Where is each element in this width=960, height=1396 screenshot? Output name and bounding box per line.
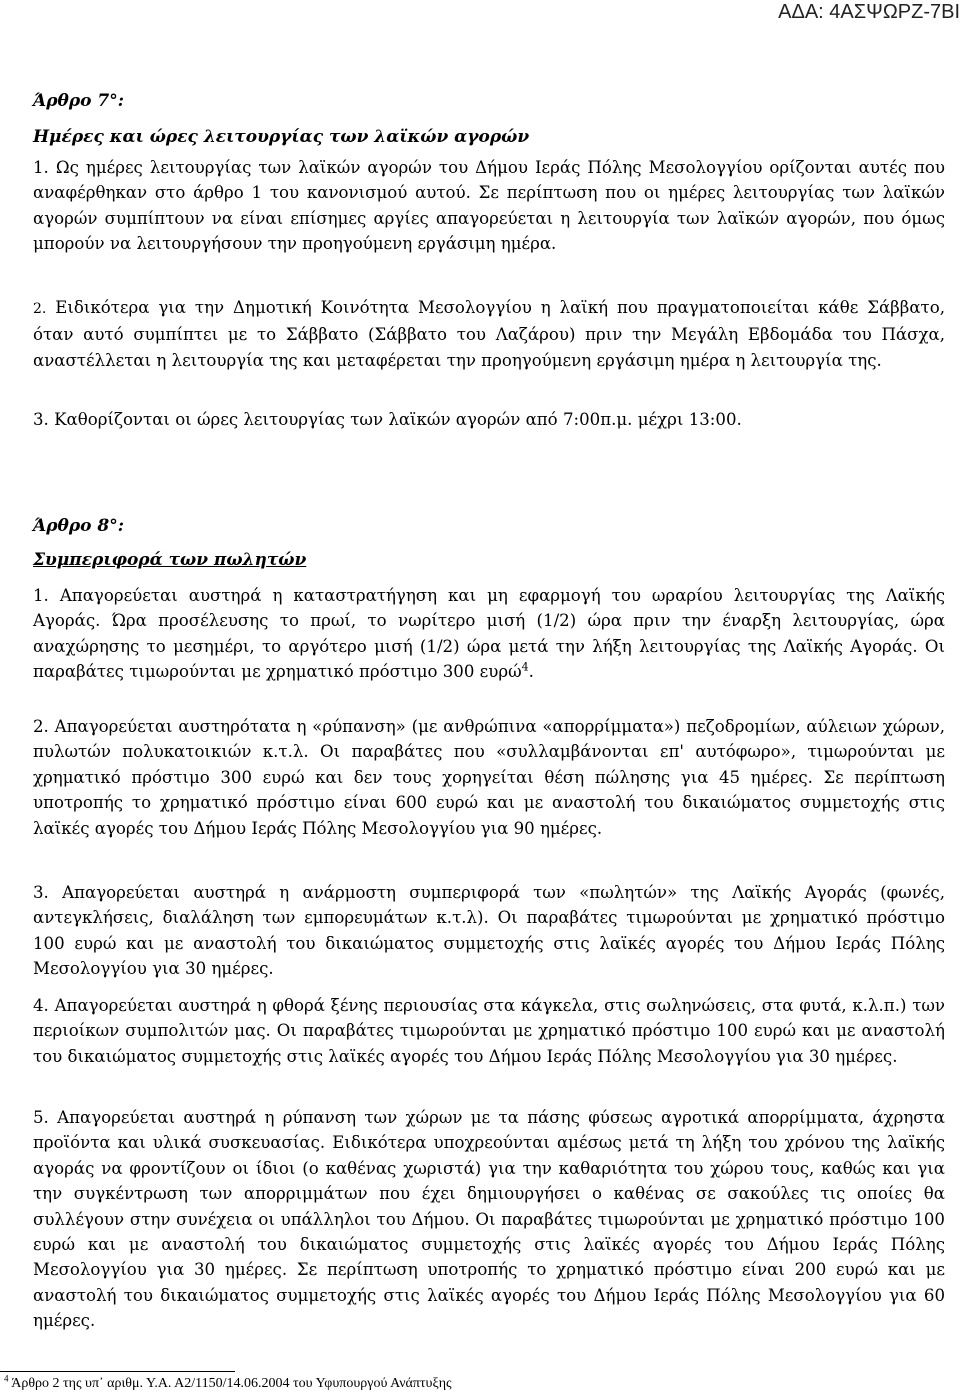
article-8-heading: Άρθρο 8°: [33,516,125,536]
article-7-subtitle-block [33,125,945,149]
article-8-p3-text: 3. Απαγορεύεται αυστηρά η ανάρμοστη συμπεριφορά των «πωλητών» της Λαϊκής Αγοράς (φωνές, αντεγκλήσεις, διαλάληση των εμπορευμάτων κ.τ.λ). Οι παραβάτες τιμωρούνται με χρηματικό πρόστιμο 100 ευρώ και με αναστολή του δικαιώματος συμμετοχής στις λαϊκές αγορές του Δήμου Ιεράς Πόλης Μεσολογγίου για 30 ημέρες. [33,883,945,979]
article-8-subtitle-block [33,548,945,572]
article-8-paragraph-3 [33,880,945,982]
article-7-paragraph-1 [33,155,945,257]
article-8-p2-text: 2. Απαγορεύεται αυστηρότατα η «ρύπανση» (με ανθρώπινα «απορρίμματα») πεζοδρομίων, αύλειων χώρων, πυλωτών πολυκατοικιών κ.τ.λ. Οι παραβάτες που «συλλαμβάνονται επ' αυτόφωρο», τιμωρούνται με χρηματικό πρόστιμο 300 ευρώ και δεν τους χορηγείται θέση πώλησης για 45 ημέρες. Σε περίπτωση υποτροπής το χρηματικό πρόστιμο είναι 600 ευρώ και με αναστολή του δικαιώματος συμμετοχής στις λαϊκές αγορές του Δήμου Ιεράς Πόλης Μεσολογγίου για 90 ημέρες. [33,717,945,838]
article-8-paragraph-5 [33,1105,945,1334]
article-8-paragraph-2 [33,714,945,841]
article-7-subtitle: Ημέρες και ώρες λειτουργίας των λαϊκών αγορών [33,127,530,147]
article-7-p2-text: Ειδικότερα για την Δημοτική Κοινότητα Μεσολογγίου η λαϊκή που πραγματοποιείται κάθε Σάββατο, όταν αυτό συμπίπτει με το Σάββατο (Σάββατο του Λαζάρου) πριν την Μεγάλη Εβδομάδα του Πάσχα, αναστέλλεται η λειτουργία της και μεταφέρεται την προηγούμενη εργάσιμη ημέρα η λειτουργία της. [33,298,945,370]
footnote [4,1374,452,1394]
ada-code: ΑΔΑ: 4ΑΣΨΩΡΖ-7ΒΙ [778,1,960,23]
article-7-heading: Άρθρο 7°: [33,91,125,111]
article-7-paragraph-3 [33,407,945,432]
article-7-p1-text: 1. Ως ημέρες λειτουργίας των λαϊκών αγορών του Δήμου Ιεράς Πόλης Μεσολογγίου ορίζονται αυτές που αναφέρθηκαν στο άρθρο 1 του κανονισμού αυτού. Σε περίπτωση που οι ημέρες λειτουργίας των λαϊκών αγορών συμπίπτουν να είναι επίσημες αργίες απαγορεύεται η λειτουργία των λαϊκών αγορών, που όμως μπορούν να λειτουργήσουν την προηγούμενη εργάσιμη ημέρα. [33,158,945,254]
article-7-p2-number: 2. [33,301,47,317]
article-8-paragraph-1 [33,583,945,685]
article-7-paragraph-2 [33,295,945,373]
footnote-text: Άρθρο 2 της υπ᾽ αριθμ. Υ.Α. Α2/1150/14.06.2004 του Υφυπουργού Ανάπτυξης [8,1376,452,1391]
article-8-p1-end: . [528,662,534,682]
footnote-number: 4 [4,1373,9,1384]
article-8-p4-text: 4. Απαγορεύεται αυστηρά η φθορά ξένης περιουσίας στα κάγκελα, στις σωληνώσεις, στα φυτά, κ.λ.π.) των περιοίκων συμπολιτών μας. Οι παραβάτες τιμωρούνται με χρηματικό πρόστιμο 100 ευρώ και με αναστολή του δικαιώματος συμμετοχής στις λαϊκές αγορές του Δήμου Ιεράς Πόλης Μεσολογγίου για 30 ημέρες. [33,996,945,1066]
article-8-paragraph-4 [33,993,945,1069]
article-8-heading-block [33,514,945,538]
article-8-subtitle: Συμπεριφορά των πωλητών [33,550,307,570]
article-7-p3-text: 3. Καθορίζονται οι ώρες λειτουργίας των λαϊκών αγορών από 7:00π.μ. μέχρι 13:00. [33,410,742,429]
article-8-p1-text: 1. Απαγορεύεται αυστηρά η καταστρατήγηση και μη εφαρμογή του ωραρίου λειτουργίας της Λαϊκής Αγοράς. Ώρα προσέλευσης το πρωί, το νωρίτερο μισή (1/2) ώρα πριν την έναρξη λειτουργίας, ώρα αναχώρησης το μεσημέρι, το αργότερο μισή (1/2) ώρα μετά την λήξη λειτουργίας της Λαϊκής Αγοράς. Οι παραβάτες τιμωρούνται με χρηματικό πρόστιμο 300 ευρώ [33,586,945,682]
article-8-p5-text: 5. Απαγορεύεται αυστηρά η ρύπανση των χώρων με τα πάσης φύσεως αγροτικά απορρίμματα, άχρηστα προϊόντα και υλικά συσκευασίας. Ειδικότερα υποχρεούνται αμέσως μετά τη λήξη του χρόνου της λαϊκής αγοράς να φροντίζουν οι ίδιοι (ο καθένας χωριστά) για την καθαριότητα του χώρου τους, καθώς και για την συγκέντρωση των απορριμμάτων που έχει δημιουργήσει ο καθένας σε σακούλες τις οποίες θα συλλέγουν στην συνέχεια οι υπάλληλοι του Δήμου. Οι παραβάτες τιμωρούνται με χρηματικό πρόστιμο 100 ευρώ και με αναστολή του δικαιώματος συμμετοχής στις λαϊκές αγορές του Δήμου Ιεράς Πόλης Μεσολογγίου για 30 ημέρες. Σε περίπτωση υποτροπής το χρηματικό πρόστιμο είναι 200 ευρώ και με αναστολή του δικαιώματος συμμετοχής στις λαϊκές αγορές του Δήμου Ιεράς Πόλης Μεσολογγίου για 60 ημέρες. [33,1108,945,1331]
footnote-ref[interactable]: 4 [521,660,529,674]
article-7-heading-block [33,89,945,113]
footnote-divider [0,1371,235,1372]
